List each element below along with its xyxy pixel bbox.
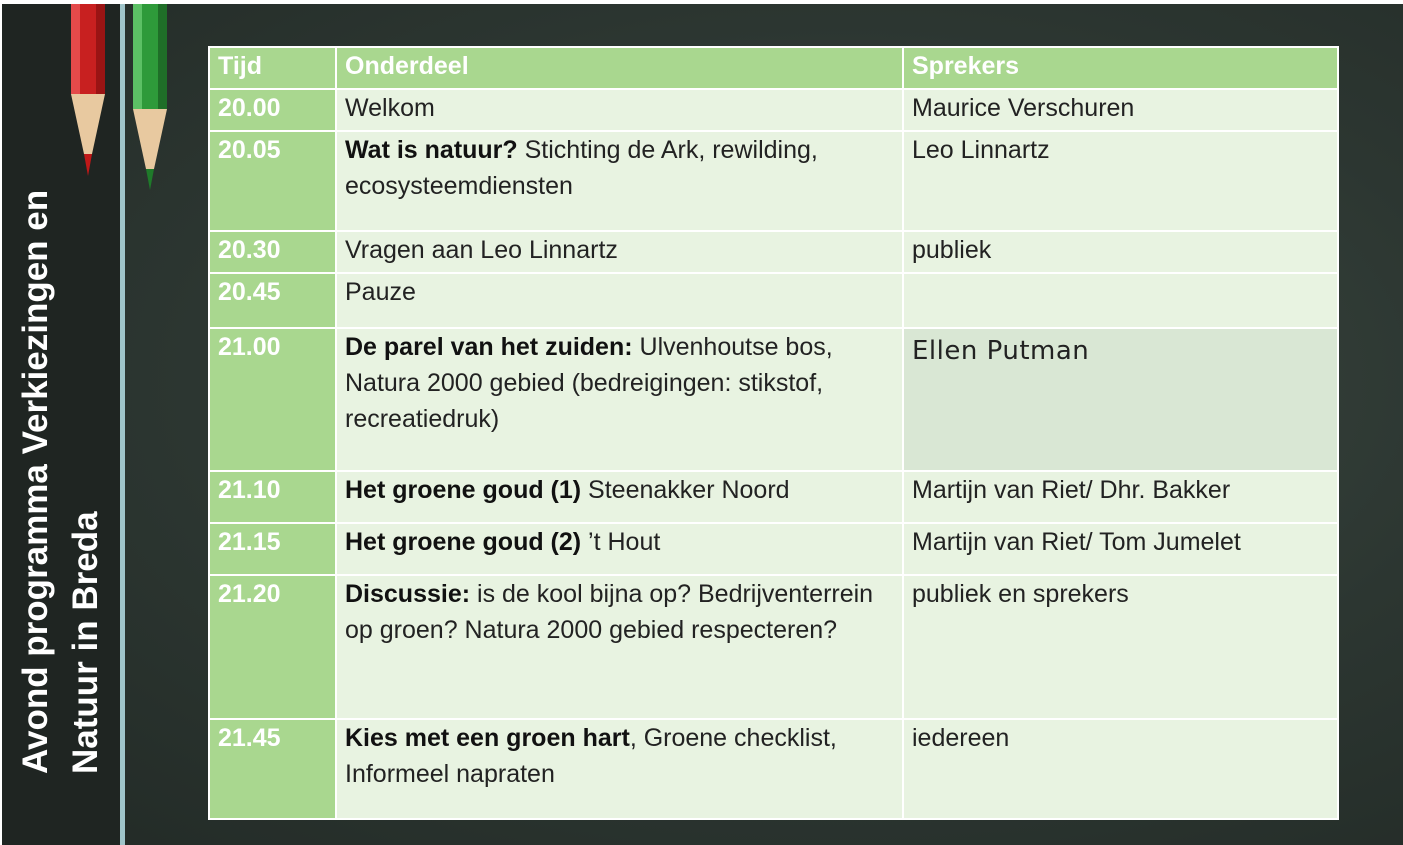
- table-row: [209, 575, 1338, 719]
- speaker-cell: Ellen Putman: [903, 328, 1338, 471]
- table-row: [209, 471, 1338, 523]
- time-cell: 20.00: [209, 89, 336, 131]
- table-row: [209, 89, 1338, 131]
- item-cell: [336, 231, 903, 273]
- table-row: [209, 231, 1338, 273]
- item-text: Pauze: [345, 278, 416, 306]
- item-cell: [336, 328, 903, 471]
- item-text: Stichting de Ark, rewilding, ecosysteemdiensten: [345, 136, 818, 200]
- sidebar-divider: [120, 4, 125, 845]
- slide-title-line-2: Natuur in Breda: [66, 511, 105, 774]
- time-cell: 21.20: [209, 575, 336, 719]
- time-cell: 21.10: [209, 471, 336, 523]
- time-cell: 20.05: [209, 131, 336, 231]
- item-bold: Het groene goud (2): [345, 528, 582, 556]
- slide-title-line-1: Avond programma Verkiezingen en: [16, 189, 55, 774]
- table-row: [209, 131, 1338, 231]
- item-cell: [336, 89, 903, 131]
- table-row: [209, 328, 1338, 471]
- table-row: [209, 719, 1338, 819]
- item-bold: Discussie:: [345, 580, 471, 608]
- item-text: Steenakker Noord: [581, 476, 790, 504]
- speaker-cell: [903, 273, 1338, 328]
- item-bold: De parel van het zuiden:: [345, 333, 633, 361]
- item-bold: Wat is natuur?: [345, 136, 518, 164]
- slide-title: [11, 74, 111, 774]
- time-cell: 20.30: [209, 231, 336, 273]
- item-text: ’t Hout: [581, 528, 661, 556]
- speaker-cell: Leo Linnartz: [903, 131, 1338, 231]
- speaker-cell: publiek en sprekers: [903, 575, 1338, 719]
- speaker-cell: Martijn van Riet/ Dhr. Bakker: [903, 471, 1338, 523]
- header-tijd: Tijd: [209, 47, 336, 89]
- header-onderdeel: Onderdeel: [336, 47, 903, 89]
- table-header-row: [209, 47, 1338, 89]
- item-cell: [336, 471, 903, 523]
- item-cell: [336, 273, 903, 328]
- time-cell: 21.45: [209, 719, 336, 819]
- table-row: [209, 273, 1338, 328]
- item-text: Vragen aan Leo Linnartz: [345, 236, 618, 264]
- speaker-cell: publiek: [903, 231, 1338, 273]
- item-text: is de kool bijna op? Bedrijventerrein op groen? Natura 2000 gebied respecteren?: [345, 580, 874, 644]
- item-bold: Kies met een groen hart: [345, 724, 630, 752]
- speaker-cell: Martijn van Riet/ Tom Jumelet: [903, 523, 1338, 575]
- time-cell: 21.00: [209, 328, 336, 471]
- item-cell: [336, 523, 903, 575]
- time-cell: 21.15: [209, 523, 336, 575]
- time-cell: 20.45: [209, 273, 336, 328]
- program-table: [208, 46, 1339, 820]
- table-row: [209, 523, 1338, 575]
- item-text: Welkom: [345, 94, 435, 122]
- item-text: Ulvenhoutse bos, Natura 2000 gebied (bedreigingen: stikstof, recreatiedruk): [345, 333, 833, 433]
- header-sprekers: Sprekers: [903, 47, 1338, 89]
- item-cell: [336, 575, 903, 719]
- red-pencil-icon: [68, 4, 108, 179]
- speaker-cell: iedereen: [903, 719, 1338, 819]
- speaker-cell: Maurice Verschuren: [903, 89, 1338, 131]
- item-cell: [336, 719, 903, 819]
- item-cell: [336, 131, 903, 231]
- green-pencil-icon: [130, 4, 170, 194]
- item-text: , Groene checklist, Informeel napraten: [345, 724, 837, 788]
- item-bold: Het groene goud (1): [345, 476, 582, 504]
